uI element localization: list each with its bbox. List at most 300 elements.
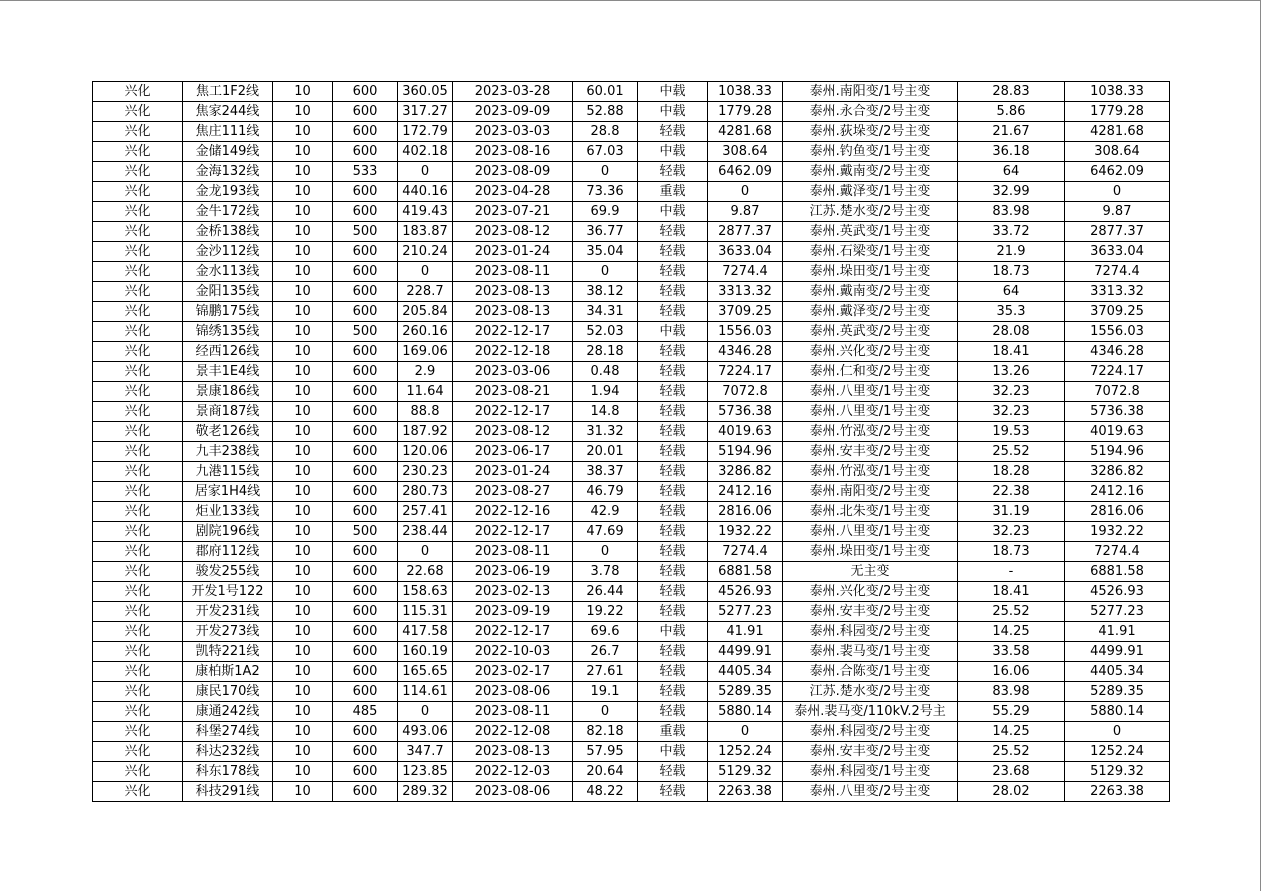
capacity-cell: 600	[333, 562, 398, 582]
load-rate-cell: 3.78	[573, 562, 638, 582]
transformer-cell: 泰州.八里变/1号主变	[783, 522, 958, 542]
capacity-cell: 600	[333, 682, 398, 702]
available-capacity-cell: 7072.8	[1065, 382, 1170, 402]
table-row	[93, 582, 1170, 602]
max-load-cell: 347.7	[398, 742, 453, 762]
load-rate-cell: 52.03	[573, 322, 638, 342]
load-status-cell: 轻载	[638, 122, 708, 142]
max-load-cell: 260.16	[398, 322, 453, 342]
line-name-cell: 开发273线	[183, 622, 273, 642]
date-cell: 2023-03-03	[453, 122, 573, 142]
max-load-cell: 169.06	[398, 342, 453, 362]
date-cell: 2022-12-17	[453, 622, 573, 642]
capacity-cell: 600	[333, 362, 398, 382]
capacity-cell: 600	[333, 642, 398, 662]
capacity-cell: 600	[333, 502, 398, 522]
load-rate-cell: 82.18	[573, 722, 638, 742]
spare-capacity-cell: 1779.28	[708, 102, 783, 122]
voltage-cell: 10	[273, 162, 333, 182]
line-name-cell: 焦工1F2线	[183, 82, 273, 102]
voltage-cell: 10	[273, 262, 333, 282]
spare-capacity-cell: 0	[708, 722, 783, 742]
date-cell: 2023-08-06	[453, 682, 573, 702]
table-row	[93, 162, 1170, 182]
available-capacity-cell: 0	[1065, 182, 1170, 202]
voltage-cell: 10	[273, 742, 333, 762]
transformer-cell: 泰州.八里变/1号主变	[783, 382, 958, 402]
available-capacity-cell: 4405.34	[1065, 662, 1170, 682]
line-name-cell: 金储149线	[183, 142, 273, 162]
spare-capacity-cell: 2877.37	[708, 222, 783, 242]
transformer-cell: 泰州.兴化变/2号主变	[783, 582, 958, 602]
table-row	[93, 762, 1170, 782]
table-row	[93, 602, 1170, 622]
capacity-cell: 500	[333, 522, 398, 542]
available-capacity-cell: 308.64	[1065, 142, 1170, 162]
transformer-load-rate-cell: 18.73	[958, 262, 1065, 282]
load-rate-cell: 0	[573, 542, 638, 562]
region-cell: 兴化	[93, 702, 183, 722]
region-cell: 兴化	[93, 542, 183, 562]
available-capacity-cell: 7224.17	[1065, 362, 1170, 382]
max-load-cell: 160.19	[398, 642, 453, 662]
table-row	[93, 362, 1170, 382]
voltage-cell: 10	[273, 702, 333, 722]
line-name-cell: 科达232线	[183, 742, 273, 762]
capacity-cell: 600	[333, 482, 398, 502]
max-load-cell: 228.7	[398, 282, 453, 302]
date-cell: 2023-06-17	[453, 442, 573, 462]
max-load-cell: 0	[398, 542, 453, 562]
max-load-cell: 257.41	[398, 502, 453, 522]
transformer-cell: 江苏.楚水变/2号主变	[783, 202, 958, 222]
available-capacity-cell: 2412.16	[1065, 482, 1170, 502]
date-cell: 2023-08-13	[453, 282, 573, 302]
transformer-load-rate-cell: 32.23	[958, 522, 1065, 542]
max-load-cell: 289.32	[398, 782, 453, 802]
load-rate-cell: 42.9	[573, 502, 638, 522]
available-capacity-cell: 7274.4	[1065, 262, 1170, 282]
load-rate-cell: 28.8	[573, 122, 638, 142]
voltage-cell: 10	[273, 322, 333, 342]
transformer-cell: 泰州.竹泓变/1号主变	[783, 462, 958, 482]
line-name-cell: 敬老126线	[183, 422, 273, 442]
voltage-cell: 10	[273, 602, 333, 622]
region-cell: 兴化	[93, 582, 183, 602]
line-name-cell: 景丰1E4线	[183, 362, 273, 382]
region-cell: 兴化	[93, 162, 183, 182]
table-row	[93, 142, 1170, 162]
table-row	[93, 502, 1170, 522]
transformer-cell: 泰州.竹泓变/2号主变	[783, 422, 958, 442]
table-row	[93, 302, 1170, 322]
line-name-cell: 开发1号122	[183, 582, 273, 602]
max-load-cell: 402.18	[398, 142, 453, 162]
load-status-cell: 轻载	[638, 242, 708, 262]
voltage-cell: 10	[273, 382, 333, 402]
date-cell: 2023-08-06	[453, 782, 573, 802]
available-capacity-cell: 0	[1065, 722, 1170, 742]
load-rate-cell: 0	[573, 702, 638, 722]
transformer-load-rate-cell: 18.41	[958, 582, 1065, 602]
capacity-cell: 600	[333, 422, 398, 442]
load-status-cell: 中载	[638, 142, 708, 162]
load-rate-cell: 20.64	[573, 762, 638, 782]
table-row	[93, 662, 1170, 682]
available-capacity-cell: 5129.32	[1065, 762, 1170, 782]
table-row	[93, 262, 1170, 282]
available-capacity-cell: 4499.91	[1065, 642, 1170, 662]
capacity-cell: 600	[333, 382, 398, 402]
load-status-cell: 轻载	[638, 162, 708, 182]
transformer-cell: 泰州.南阳变/2号主变	[783, 482, 958, 502]
capacity-cell: 600	[333, 442, 398, 462]
region-cell: 兴化	[93, 102, 183, 122]
transformer-cell: 泰州.戴泽变/1号主变	[783, 182, 958, 202]
region-cell: 兴化	[93, 402, 183, 422]
transformer-load-rate-cell: 14.25	[958, 722, 1065, 742]
region-cell: 兴化	[93, 482, 183, 502]
region-cell: 兴化	[93, 302, 183, 322]
voltage-cell: 10	[273, 482, 333, 502]
date-cell: 2023-09-09	[453, 102, 573, 122]
available-capacity-cell: 5289.35	[1065, 682, 1170, 702]
load-status-cell: 轻载	[638, 482, 708, 502]
transformer-load-rate-cell: 33.58	[958, 642, 1065, 662]
capacity-cell: 600	[333, 122, 398, 142]
transformer-load-rate-cell: 28.08	[958, 322, 1065, 342]
line-name-cell: 康通242线	[183, 702, 273, 722]
available-capacity-cell: 5277.23	[1065, 602, 1170, 622]
region-cell: 兴化	[93, 142, 183, 162]
spare-capacity-cell: 7224.17	[708, 362, 783, 382]
date-cell: 2022-12-03	[453, 762, 573, 782]
transformer-cell: 泰州.安丰变/2号主变	[783, 602, 958, 622]
max-load-cell: 165.65	[398, 662, 453, 682]
transformer-cell: 泰州.八里变/2号主变	[783, 782, 958, 802]
transformer-load-rate-cell: 25.52	[958, 742, 1065, 762]
date-cell: 2023-08-11	[453, 542, 573, 562]
table-row	[93, 102, 1170, 122]
spare-capacity-cell: 4499.91	[708, 642, 783, 662]
spare-capacity-cell: 1252.24	[708, 742, 783, 762]
spare-capacity-cell: 1038.33	[708, 82, 783, 102]
region-cell: 兴化	[93, 742, 183, 762]
spare-capacity-cell: 4526.93	[708, 582, 783, 602]
date-cell: 2023-08-12	[453, 422, 573, 442]
transformer-cell: 泰州.安丰变/2号主变	[783, 742, 958, 762]
voltage-cell: 10	[273, 562, 333, 582]
region-cell: 兴化	[93, 422, 183, 442]
transformer-load-rate-cell: 32.23	[958, 382, 1065, 402]
date-cell: 2023-08-11	[453, 262, 573, 282]
table-row	[93, 182, 1170, 202]
transformer-load-rate-cell: 64	[958, 282, 1065, 302]
spare-capacity-cell: 2412.16	[708, 482, 783, 502]
voltage-cell: 10	[273, 142, 333, 162]
spare-capacity-cell: 3709.25	[708, 302, 783, 322]
transformer-load-rate-cell: 32.23	[958, 402, 1065, 422]
spare-capacity-cell: 5129.32	[708, 762, 783, 782]
date-cell: 2023-08-27	[453, 482, 573, 502]
capacity-cell: 600	[333, 182, 398, 202]
max-load-cell: 0	[398, 162, 453, 182]
transformer-load-rate-cell: 18.73	[958, 542, 1065, 562]
transformer-load-rate-cell: 25.52	[958, 602, 1065, 622]
max-load-cell: 360.05	[398, 82, 453, 102]
capacity-cell: 485	[333, 702, 398, 722]
max-load-cell: 440.16	[398, 182, 453, 202]
spare-capacity-cell: 5277.23	[708, 602, 783, 622]
date-cell: 2023-08-11	[453, 702, 573, 722]
capacity-cell: 600	[333, 622, 398, 642]
transformer-cell: 泰州.仁和变/2号主变	[783, 362, 958, 382]
available-capacity-cell: 4526.93	[1065, 582, 1170, 602]
capacity-cell: 600	[333, 242, 398, 262]
line-name-cell: 焦家244线	[183, 102, 273, 122]
transformer-cell: 江苏.楚水变/2号主变	[783, 682, 958, 702]
max-load-cell: 11.64	[398, 382, 453, 402]
voltage-cell: 10	[273, 302, 333, 322]
region-cell: 兴化	[93, 682, 183, 702]
transformer-load-rate-cell: 5.86	[958, 102, 1065, 122]
transformer-cell: 泰州.科园变/2号主变	[783, 722, 958, 742]
spare-capacity-cell: 6462.09	[708, 162, 783, 182]
line-name-cell: 金沙112线	[183, 242, 273, 262]
voltage-cell: 10	[273, 222, 333, 242]
table-row	[93, 442, 1170, 462]
load-status-cell: 轻载	[638, 342, 708, 362]
load-status-cell: 轻载	[638, 462, 708, 482]
spare-capacity-cell: 7274.4	[708, 262, 783, 282]
line-name-cell: 金海132线	[183, 162, 273, 182]
line-name-cell: 骏发255线	[183, 562, 273, 582]
load-status-cell: 轻载	[638, 302, 708, 322]
spare-capacity-cell: 4405.34	[708, 662, 783, 682]
table-row	[93, 562, 1170, 582]
spare-capacity-cell: 5736.38	[708, 402, 783, 422]
date-cell: 2023-08-16	[453, 142, 573, 162]
load-rate-cell: 38.37	[573, 462, 638, 482]
voltage-cell: 10	[273, 402, 333, 422]
table-body	[93, 82, 1170, 802]
load-status-cell: 中载	[638, 102, 708, 122]
load-status-cell: 轻载	[638, 682, 708, 702]
spare-capacity-cell: 3313.32	[708, 282, 783, 302]
capacity-cell: 500	[333, 222, 398, 242]
max-load-cell: 0	[398, 262, 453, 282]
transformer-cell: 泰州.裴马变/110kV.2号主	[783, 702, 958, 722]
date-cell: 2023-03-28	[453, 82, 573, 102]
transformer-cell: 泰州.永合变/2号主变	[783, 102, 958, 122]
transformer-load-rate-cell: 18.28	[958, 462, 1065, 482]
max-load-cell: 115.31	[398, 602, 453, 622]
date-cell: 2023-01-24	[453, 462, 573, 482]
load-rate-cell: 47.69	[573, 522, 638, 542]
line-name-cell: 九丰238线	[183, 442, 273, 462]
date-cell: 2022-12-16	[453, 502, 573, 522]
voltage-cell: 10	[273, 722, 333, 742]
line-name-cell: 锦鹏175线	[183, 302, 273, 322]
transformer-cell: 泰州.英武变/2号主变	[783, 322, 958, 342]
table-row	[93, 482, 1170, 502]
load-rate-cell: 48.22	[573, 782, 638, 802]
table-row	[93, 622, 1170, 642]
transformer-load-rate-cell: 83.98	[958, 682, 1065, 702]
transformer-load-rate-cell: 19.53	[958, 422, 1065, 442]
region-cell: 兴化	[93, 662, 183, 682]
capacity-cell: 600	[333, 142, 398, 162]
available-capacity-cell: 9.87	[1065, 202, 1170, 222]
voltage-cell: 10	[273, 642, 333, 662]
available-capacity-cell: 5194.96	[1065, 442, 1170, 462]
transformer-cell: 泰州.裴马变/1号主变	[783, 642, 958, 662]
max-load-cell: 317.27	[398, 102, 453, 122]
capacity-cell: 600	[333, 342, 398, 362]
available-capacity-cell: 4019.63	[1065, 422, 1170, 442]
date-cell: 2023-07-21	[453, 202, 573, 222]
transformer-cell: 泰州.安丰变/2号主变	[783, 442, 958, 462]
load-status-cell: 中载	[638, 742, 708, 762]
line-name-cell: 景商187线	[183, 402, 273, 422]
transformer-cell: 泰州.荻垛变/2号主变	[783, 122, 958, 142]
region-cell: 兴化	[93, 602, 183, 622]
line-name-cell: 景康186线	[183, 382, 273, 402]
region-cell: 兴化	[93, 222, 183, 242]
region-cell: 兴化	[93, 762, 183, 782]
spare-capacity-cell: 9.87	[708, 202, 783, 222]
max-load-cell: 205.84	[398, 302, 453, 322]
date-cell: 2023-06-19	[453, 562, 573, 582]
region-cell: 兴化	[93, 382, 183, 402]
transformer-load-rate-cell: 28.83	[958, 82, 1065, 102]
transformer-load-rate-cell: 23.68	[958, 762, 1065, 782]
table-row	[93, 342, 1170, 362]
table-row	[93, 642, 1170, 662]
transformer-load-rate-cell: 33.72	[958, 222, 1065, 242]
spare-capacity-cell: 0	[708, 182, 783, 202]
line-name-cell: 金水113线	[183, 262, 273, 282]
load-rate-cell: 38.12	[573, 282, 638, 302]
transformer-load-rate-cell: 32.99	[958, 182, 1065, 202]
max-load-cell: 280.73	[398, 482, 453, 502]
load-rate-cell: 52.88	[573, 102, 638, 122]
table-row	[93, 382, 1170, 402]
spare-capacity-cell: 2816.06	[708, 502, 783, 522]
voltage-cell: 10	[273, 422, 333, 442]
data-table	[92, 81, 1170, 802]
transformer-load-rate-cell: 18.41	[958, 342, 1065, 362]
transformer-cell: 泰州.钓鱼变/1号主变	[783, 142, 958, 162]
spare-capacity-cell: 3286.82	[708, 462, 783, 482]
capacity-cell: 533	[333, 162, 398, 182]
date-cell: 2022-12-18	[453, 342, 573, 362]
spare-capacity-cell: 5289.35	[708, 682, 783, 702]
transformer-cell: 泰州.戴南变/2号主变	[783, 162, 958, 182]
load-rate-cell: 19.22	[573, 602, 638, 622]
max-load-cell: 172.79	[398, 122, 453, 142]
transformer-cell: 泰州.垛田变/1号主变	[783, 542, 958, 562]
capacity-cell: 600	[333, 582, 398, 602]
voltage-cell: 10	[273, 182, 333, 202]
load-rate-cell: 0.48	[573, 362, 638, 382]
table-row	[93, 282, 1170, 302]
available-capacity-cell: 5736.38	[1065, 402, 1170, 422]
transformer-cell: 泰州.北朱变/1号主变	[783, 502, 958, 522]
transformer-cell: 泰州.石梁变/1号主变	[783, 242, 958, 262]
load-status-cell: 轻载	[638, 522, 708, 542]
spare-capacity-cell: 2263.38	[708, 782, 783, 802]
load-rate-cell: 60.01	[573, 82, 638, 102]
voltage-cell: 10	[273, 582, 333, 602]
region-cell: 兴化	[93, 282, 183, 302]
max-load-cell: 22.68	[398, 562, 453, 582]
available-capacity-cell: 2877.37	[1065, 222, 1170, 242]
transformer-load-rate-cell: 22.38	[958, 482, 1065, 502]
load-rate-cell: 57.95	[573, 742, 638, 762]
transformer-load-rate-cell: 25.52	[958, 442, 1065, 462]
max-load-cell: 419.43	[398, 202, 453, 222]
voltage-cell: 10	[273, 762, 333, 782]
transformer-load-rate-cell: 21.67	[958, 122, 1065, 142]
available-capacity-cell: 6462.09	[1065, 162, 1170, 182]
table-row	[93, 242, 1170, 262]
date-cell: 2023-08-13	[453, 302, 573, 322]
load-status-cell: 重载	[638, 722, 708, 742]
voltage-cell: 10	[273, 622, 333, 642]
capacity-cell: 600	[333, 542, 398, 562]
load-status-cell: 轻载	[638, 422, 708, 442]
transformer-cell: 泰州.兴化变/2号主变	[783, 342, 958, 362]
region-cell: 兴化	[93, 322, 183, 342]
capacity-cell: 600	[333, 602, 398, 622]
transformer-cell: 泰州.戴泽变/2号主变	[783, 302, 958, 322]
table-row	[93, 122, 1170, 142]
table-row	[93, 782, 1170, 802]
capacity-cell: 600	[333, 102, 398, 122]
max-load-cell: 158.63	[398, 582, 453, 602]
transformer-cell: 泰州.英武变/1号主变	[783, 222, 958, 242]
region-cell: 兴化	[93, 362, 183, 382]
spare-capacity-cell: 4281.68	[708, 122, 783, 142]
region-cell: 兴化	[93, 262, 183, 282]
max-load-cell: 114.61	[398, 682, 453, 702]
available-capacity-cell: 4346.28	[1065, 342, 1170, 362]
date-cell: 2022-12-08	[453, 722, 573, 742]
load-status-cell: 中载	[638, 202, 708, 222]
available-capacity-cell: 41.91	[1065, 622, 1170, 642]
table-row	[93, 742, 1170, 762]
load-status-cell: 轻载	[638, 262, 708, 282]
capacity-cell: 600	[333, 402, 398, 422]
load-rate-cell: 46.79	[573, 482, 638, 502]
transformer-load-rate-cell: 14.25	[958, 622, 1065, 642]
spare-capacity-cell: 3633.04	[708, 242, 783, 262]
max-load-cell: 0	[398, 702, 453, 722]
region-cell: 兴化	[93, 722, 183, 742]
transformer-load-rate-cell: -	[958, 562, 1065, 582]
transformer-cell: 泰州.科园变/1号主变	[783, 762, 958, 782]
date-cell: 2023-01-24	[453, 242, 573, 262]
load-status-cell: 中载	[638, 82, 708, 102]
load-status-cell: 轻载	[638, 502, 708, 522]
spare-capacity-cell: 1932.22	[708, 522, 783, 542]
load-rate-cell: 36.77	[573, 222, 638, 242]
voltage-cell: 10	[273, 522, 333, 542]
load-rate-cell: 28.18	[573, 342, 638, 362]
load-status-cell: 轻载	[638, 662, 708, 682]
region-cell: 兴化	[93, 202, 183, 222]
